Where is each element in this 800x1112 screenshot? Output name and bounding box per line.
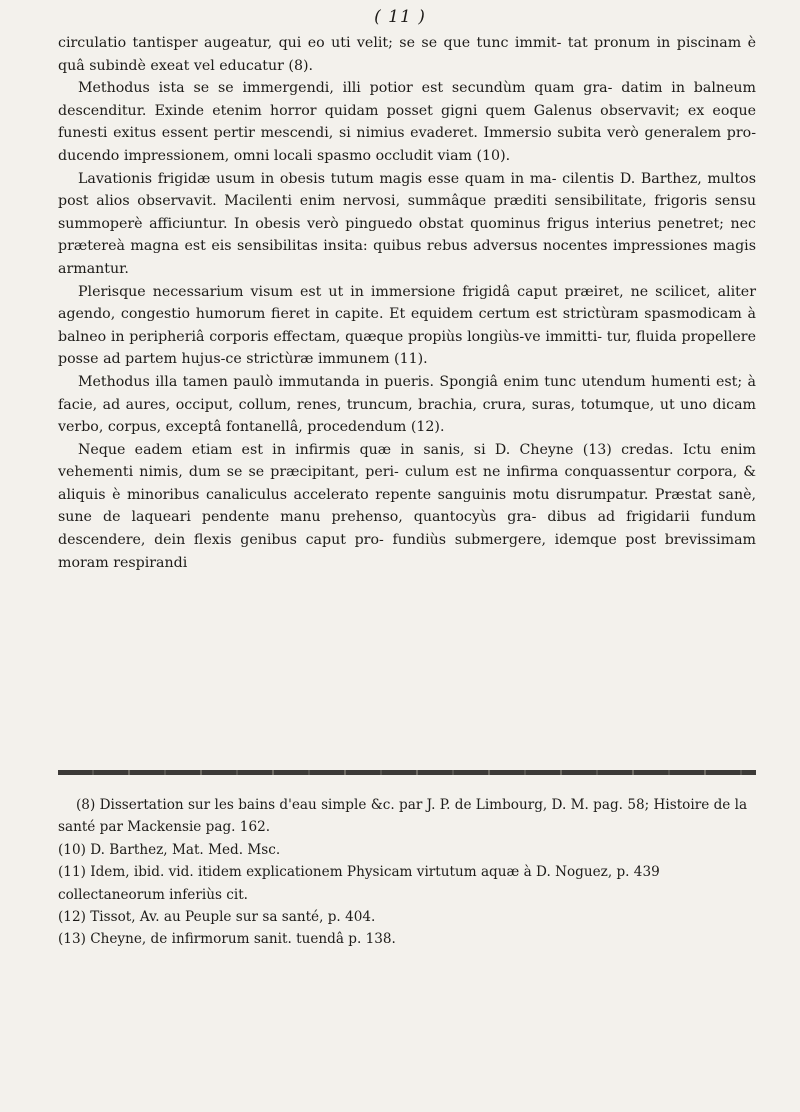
paragraph: Lavationis frigidæ usum in obesis tutum magis esse quam in ma- cilentis D. Barthez, multos post alios observavit. Macilenti enim nervosi, summâque præditi sensibilitate, frigoris sensu summoperè afficiuntur. In obesis verò pinguedo obstat quominus frigus interius penetret; nec prætereà magna est eis sensibilitas insita: quibus rebus adversus nocentes impressiones magis armantur. <box>58 170 756 277</box>
paragraph: Plerisque necessarium visum est ut in immersione frigidâ caput præiret, ne scilicet, aliter agendo, congestio humorum fieret in capite. Et equidem certum est strictùram spasmodicam à balneo in peripheriâ corporis effectam, quæque propiùs longiùs-ve immitti- tur, fluida propellere posse ad partem hujus-ce strictùræ immunem (11). <box>58 283 756 368</box>
paragraph: Methodus ista se se immergendi, illi potior est secundùm quam gra- datim in balneum descenditur. Exinde etenim horror quidam posset gigni quem Galenus observavit; ex eoque funesti exitus essent pertir mescendi, si nimius evaderet. Immersio subita verò generalem pro- ducendo impressionem, omni locali spasmo occludit viam (10). <box>58 80 756 164</box>
page-number: ( 11 ) <box>374 7 426 27</box>
footnote: (12) Tissot, Av. au Peuple sur sa santé, p. 404. <box>58 909 376 926</box>
footnote: (10) D. Barthez, Mat. Med. Msc. <box>58 841 281 858</box>
footnote: (8) Dissertation sur les bains d'eau simple &c. par J. P. de Limbourg, D. M. pag. 58; Histoire de la santé par Mackensie pag. 162. <box>58 797 748 836</box>
paragraph: Neque eadem etiam est in infirmis quæ in sanis, si D. Cheyne (13) credas. Ictu enim vehementi nimis, dum se se præcipitant, peri- culum est ne infirma conquassentur corpora, & aliquis è minoribus canaliculus accelerato repente sanguinis motu disrumpatur. Præstat sanè, sune de laqueari pendente manu prehenso, quantocyùs gra- dibus ad frigidarii fundum descendere, dein flexis genibus caput pro- fundiùs submergere, idemque post brevissimam moram respirandi <box>58 441 756 571</box>
paragraph: Methodus illa tamen paulò immutanda in pueris. Spongiâ enim tunc utendum humenti est; à facie, ad aures, occiput, collum, renes, truncum, brachia, crura, suras, totumque, ut uno dicam verbo, corpus, exceptâ fontanellâ, procedendum (12). <box>58 373 756 436</box>
footnote: (13) Cheyne, de infirmorum sanit. tuendâ p. 138. <box>58 931 396 948</box>
paragraph: circulatio tantisper augeatur, qui eo uti velit; se se que tunc immit- tat pronum in piscinam è quâ subindè exeat vel educatur (8). <box>58 35 756 74</box>
footnote-divider <box>58 770 756 775</box>
main-text <box>58 32 756 574</box>
footnotes <box>58 794 756 951</box>
footnote: (11) Idem, ibid. vid. itidem explicationem Physicam virtutum aquæ à D. Noguez, p. 439 collectaneorum inferiùs cit. <box>58 864 660 903</box>
